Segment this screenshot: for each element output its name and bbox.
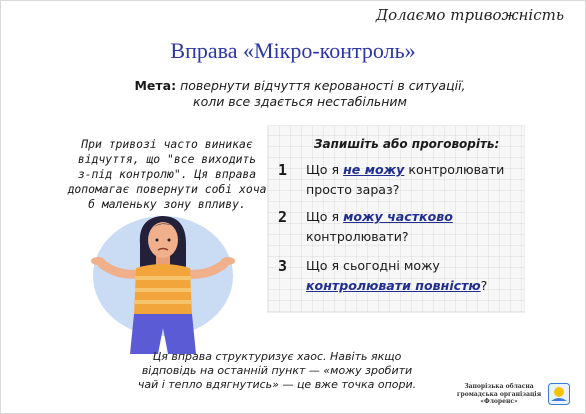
question-highlight: не можу [343, 162, 405, 177]
goal-line1: повернути відчуття керованості в ситуації, [180, 78, 466, 93]
notepad-heading: Запишіть або проговоріть: [314, 137, 500, 151]
footer-line: чай і тепло вдягнутись» — це вже точка опори. [137, 378, 417, 391]
footer-text [114, 350, 440, 392]
organization-logo [548, 383, 570, 405]
header-tag: Долаємо тривожність [375, 6, 564, 24]
intro-line: При тривозі часто виникає [81, 137, 253, 151]
page-title: Вправа «Мікро-контроль» [170, 38, 416, 63]
intro-text [57, 137, 277, 212]
question-number: 2 [278, 208, 288, 226]
footer-line: Ця вправа структуризує хаос. Навіть якщо [152, 350, 402, 363]
question-number: 1 [278, 161, 288, 179]
question-line2: контролювати? [306, 229, 409, 244]
organization-name [455, 383, 543, 406]
org-line: Запорізька обласна [464, 383, 534, 390]
org-line: громадська організація [456, 390, 542, 398]
question-3 [306, 256, 526, 296]
intro-line: з-під контролю". Ця вправа [77, 167, 257, 181]
question-text: Що я [306, 162, 344, 177]
question-2 [306, 207, 526, 247]
question-text: Що я сьогодні можу [306, 258, 440, 273]
woman-shrugging-illustration [88, 204, 238, 354]
question-1 [306, 160, 526, 200]
question-text: контролювати [404, 162, 505, 177]
question-text: ? [480, 278, 488, 293]
question-text: Що я [306, 209, 344, 224]
footer-line: відповідь на останній пункт — «можу зробити [141, 364, 413, 377]
goal-label: Мета: [134, 78, 177, 93]
question-line2: просто зараз? [306, 182, 400, 197]
question-number: 3 [278, 257, 288, 275]
org-line: «Флоренс» [480, 398, 518, 405]
goal-block [80, 78, 520, 110]
question-highlight: контролювати повністю [306, 278, 481, 293]
intro-line: б маленьку зону впливу. [88, 197, 246, 211]
intro-line: відчуття, що "все виходить [77, 152, 257, 166]
goal-line2: коли все здається нестабільним [193, 94, 407, 109]
question-highlight: можу частково [343, 209, 453, 224]
intro-line: допомагає повернути собі хоча [67, 182, 267, 196]
